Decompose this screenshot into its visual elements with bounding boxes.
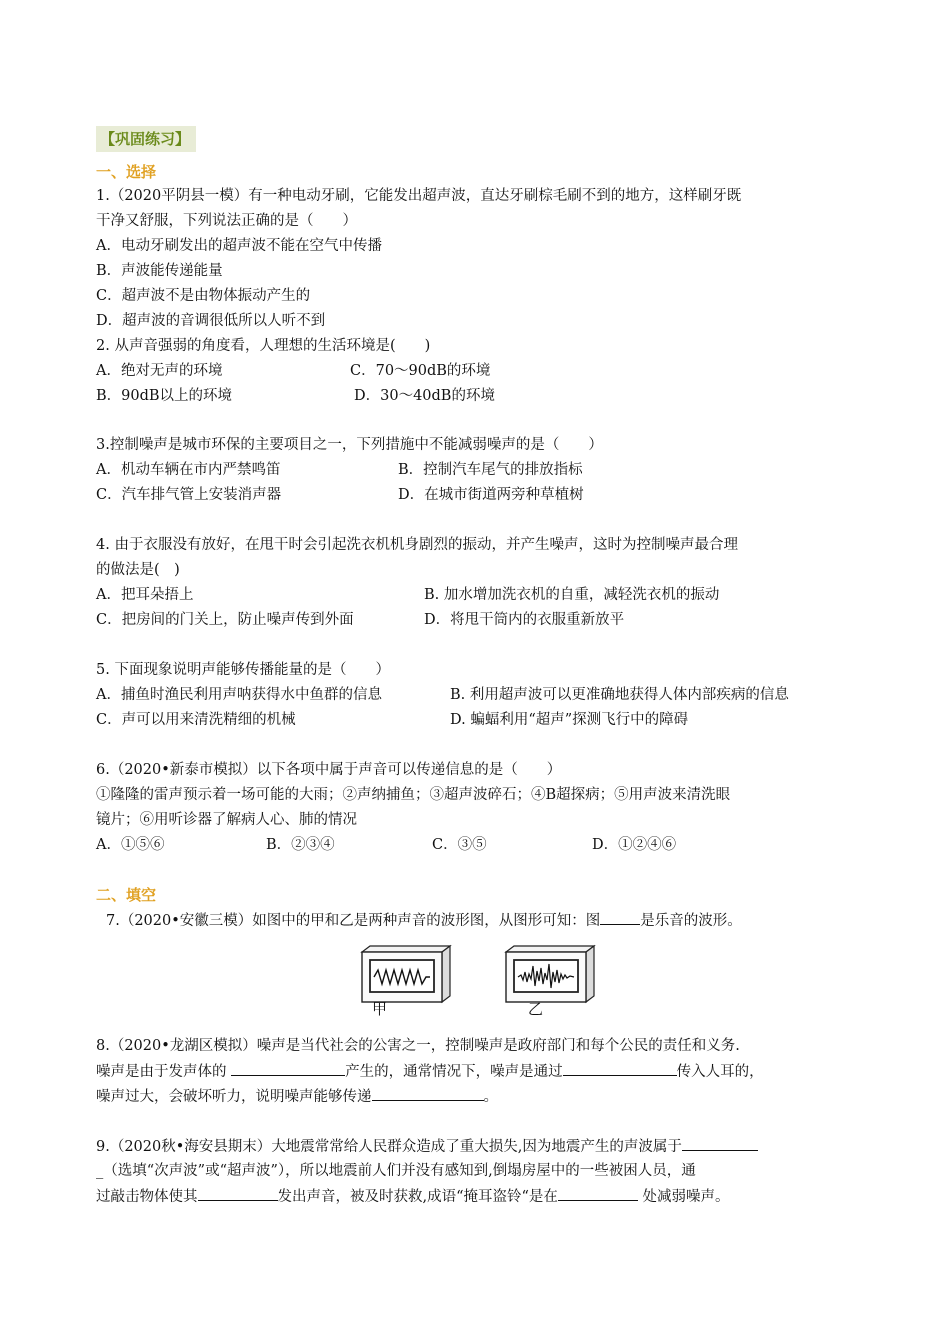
q9-answer-blank-1[interactable] — [682, 1136, 758, 1151]
figure-label-jia: 甲 — [372, 1000, 388, 1018]
q6-stem-line3: 镜片；⑥用听诊器了解病人心、肺的情况 — [96, 812, 357, 828]
q5-option-c: C．声可以用来清洗精细的机械 — [96, 712, 296, 728]
q7-stem-post: 是乐音的波形。 — [640, 913, 742, 929]
q1-option-b: B．声波能传递能量 — [96, 263, 223, 279]
q1-option-c: C．超声波不是由物体振动产生的 — [96, 288, 311, 304]
q4-option-c: C．把房间的门关上，防止噪声传到外面 — [96, 612, 354, 628]
q8-stem-line2 — [96, 1061, 764, 1082]
q9-line1-pre: 9.（2020秋•海安县期末）大地震常常给人民群众造成了重大损失,因为地震产生的声波属于 — [96, 1139, 682, 1155]
q9-answer-blank-2[interactable] — [198, 1186, 278, 1201]
waveform-illustration — [358, 944, 598, 1004]
q8-stem-line3 — [96, 1086, 498, 1107]
q8-line2-post: 传入人耳的， — [676, 1064, 764, 1080]
q3-stem: 3.控制噪声是城市环保的主要项目之一，下列措施中不能减弱噪声的是（ ） — [96, 437, 603, 453]
q1-option-a: A．电动牙刷发出的超声波不能在空气中传播 — [96, 238, 382, 254]
q9-stem-line1 — [96, 1136, 758, 1157]
q4-option-d: D．将甩干筒内的衣服重新放平 — [424, 612, 625, 628]
part1-heading: 一、选择 — [96, 163, 157, 181]
q6-stem-line2: ①隆隆的雷声预示着一场可能的大雨；②声纳捕鱼；③超声波碎石；④B超探病；⑤用声波来清洗眼 — [96, 787, 731, 803]
q8-line3-post: 。 — [483, 1089, 498, 1105]
q9-stem-line3 — [96, 1186, 730, 1207]
q1-stem-line2: 干净又舒服，下列说法正确的是（ ） — [96, 213, 357, 229]
q2-stem: 2. 从声音强弱的角度看，人理想的生活环境是( ) — [96, 338, 431, 354]
q2-option-d: D．30～40dB的环境 — [354, 388, 495, 404]
q4-option-a: A．把耳朵捂上 — [96, 587, 194, 603]
q8-line3-pre: 噪声过大，会破坏听力，说明噪声能够传递 — [96, 1089, 372, 1105]
figure-label-yi: 乙 — [528, 1000, 544, 1018]
q9-line3-mid: 发出声音，被及时获救,成语“掩耳盗铃“是在 — [277, 1189, 558, 1205]
q7-answer-blank[interactable] — [600, 910, 640, 925]
q7-stem — [106, 910, 742, 931]
waveform-figure — [358, 944, 598, 1020]
q8-answer-blank-2[interactable] — [563, 1061, 677, 1076]
q6-option-d: D．①②④⑥ — [592, 837, 677, 853]
q5-option-a: A．捕鱼时渔民利用声呐获得水中鱼群的信息 — [96, 687, 382, 703]
q3-option-c: C．汽车排气管上安装消声器 — [96, 487, 282, 503]
q9-answer-blank-3[interactable] — [558, 1186, 638, 1201]
q4-stem-line1: 4. 由于衣服没有放好，在甩干时会引起洗衣机机身剧烈的振动，并产生噪声，这时为控制噪声最合理 — [96, 537, 738, 553]
q3-option-b: B．控制汽车尾气的排放指标 — [398, 462, 583, 478]
q6-option-a: A．①⑤⑥ — [96, 837, 165, 853]
q9-stem-line2: _（选填“次声波”或“超声波”），所以地震前人们并没有感知到,倒塌房屋中的一些被困人员，通 — [96, 1163, 696, 1179]
part2-heading: 二、填空 — [96, 886, 157, 904]
q8-answer-blank-1[interactable] — [231, 1061, 345, 1076]
q3-option-a: A．机动车辆在市内严禁鸣笛 — [96, 462, 281, 478]
q8-stem-line1: 8.（2020•龙湖区模拟）噪声是当代社会的公害之一，控制噪声是政府部门和每个公民的责任和义务. — [96, 1038, 740, 1054]
q2-option-c: C．70～90dB的环境 — [350, 363, 491, 379]
q1-stem-line1: 1.（2020平阴县一模）有一种电动牙刷，它能发出超声波，直达牙刷棕毛刷不到的地方，这样刷牙既 — [96, 188, 742, 204]
q2-option-a: A．绝对无声的环境 — [96, 363, 223, 379]
q6-stem: 6.（2020•新泰市模拟）以下各项中属于声音可以传递信息的是（ ） — [96, 762, 562, 778]
musical-waveform-box — [362, 946, 450, 1002]
q2-option-b: B．90dB以上的环境 — [96, 388, 233, 404]
q1-option-d: D．超声波的音调很低所以人听不到 — [96, 313, 326, 329]
section-title: 【巩固练习】 — [96, 126, 196, 152]
q5-option-d: D. 蝙蝠利用“超声”探测飞行中的障碍 — [450, 712, 689, 728]
q9-line3-post: 处减弱噪声。 — [637, 1189, 730, 1205]
noise-waveform-box — [506, 946, 594, 1002]
q5-option-b: B. 利用超声波可以更准确地获得人体内部疾病的信息 — [450, 687, 789, 703]
q7-stem-pre: 7.（2020•安徽三模）如图中的甲和乙是两种声音的波形图，从图形可知：图 — [106, 913, 601, 929]
q4-option-b: B. 加水增加洗衣机的自重，减轻洗衣机的振动 — [424, 587, 720, 603]
q9-line3-pre: 过敲击物体使其 — [96, 1189, 198, 1205]
q8-answer-blank-3[interactable] — [372, 1086, 484, 1101]
q6-option-c: C．③⑤ — [432, 837, 487, 853]
q8-line2-mid: 产生的，通常情况下，噪声是通过 — [345, 1064, 563, 1080]
q8-line2-pre: 噪声是由于发声体的 — [96, 1064, 232, 1080]
q3-option-d: D．在城市街道两旁种草植树 — [398, 487, 584, 503]
q4-stem-line2: 的做法是( ) — [96, 562, 180, 578]
q6-option-b: B．②③④ — [266, 837, 335, 853]
q5-stem: 5. 下面现象说明声能够传播能量的是（ ） — [96, 662, 390, 678]
